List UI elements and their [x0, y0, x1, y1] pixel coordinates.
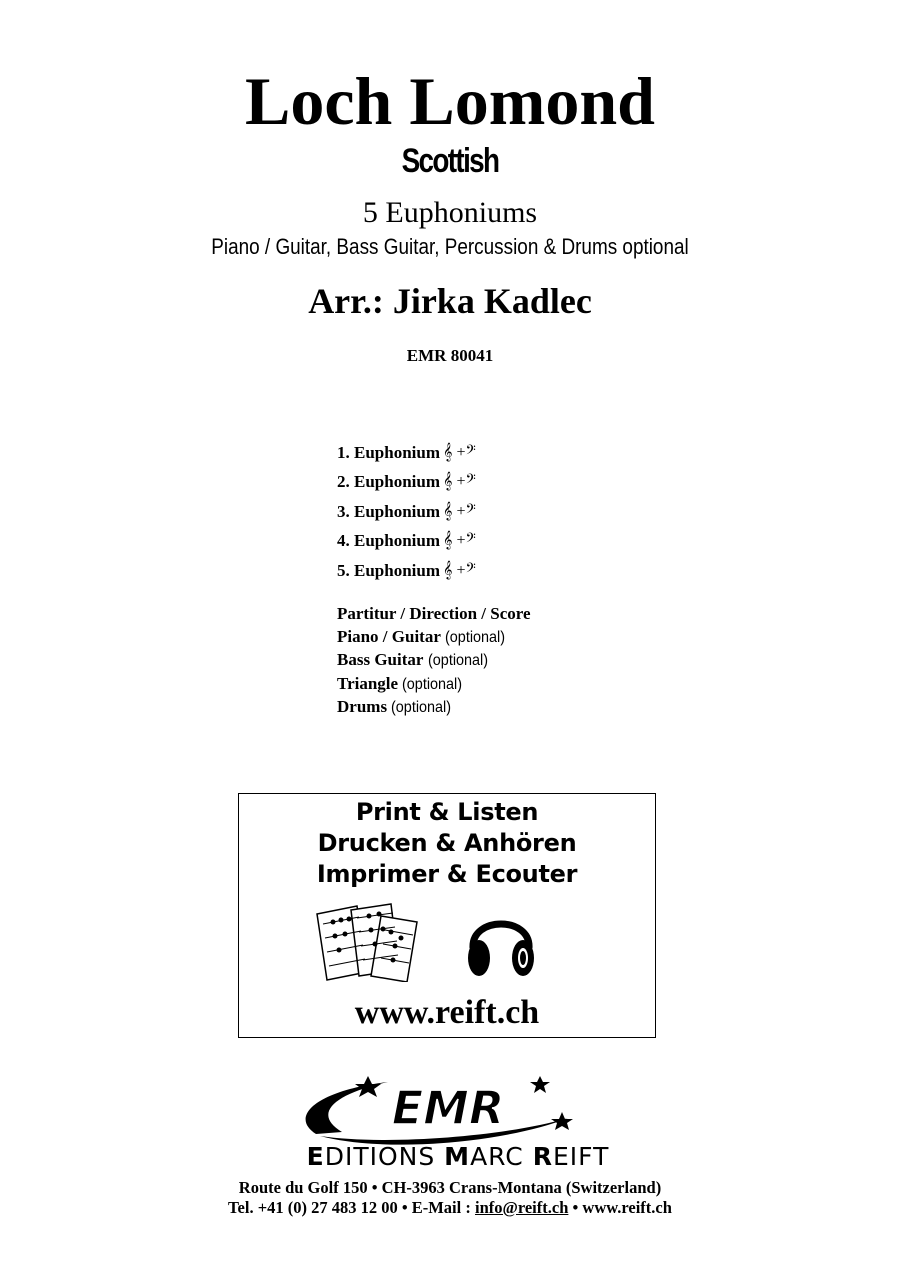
clef-icon: 𝄞 +𝄢 [443, 473, 476, 491]
publisher-initial: E [306, 1142, 325, 1171]
extra-name: Piano / Guitar [337, 626, 441, 646]
promo-line-fr: Imprimer & Ecouter [316, 860, 578, 888]
footer-address: Route du Golf 150 • CH-3963 Crans-Montana (Switzerland) [238, 1178, 662, 1197]
part-item [337, 468, 476, 498]
publisher-initial: R [532, 1142, 553, 1171]
page-title: Loch Lomond [245, 63, 655, 139]
part-item [337, 556, 476, 586]
part-label: 4. Euphonium [337, 531, 440, 551]
promo-line-en: Print & Listen [355, 798, 539, 826]
publisher-word: EIFT [552, 1142, 610, 1171]
clef-icon: 𝄞 +𝄢 [443, 443, 476, 461]
optional-instruments: Piano / Guitar, Bass Guitar, Percussion & Drums optional [211, 234, 689, 259]
emr-logo [238, 1072, 678, 1172]
parts-list [337, 438, 476, 586]
part-label: 1. Euphonium [337, 442, 440, 462]
extra-name: Bass Guitar [337, 650, 424, 669]
clef-icon: 𝄞 +𝄢 [443, 502, 476, 520]
publisher-initial: M [444, 1142, 471, 1171]
footer-contact [0, 1198, 900, 1218]
part-label: 5. Euphonium [337, 560, 440, 580]
contact-suffix: • www.reift.ch [568, 1198, 672, 1217]
part-item [337, 497, 476, 527]
extra-name: Drums [337, 697, 388, 716]
clef-icon: 𝄞 +𝄢 [443, 561, 476, 579]
extra-note: (optional) [391, 699, 452, 716]
promo-url: www.reift.ch [354, 994, 540, 1031]
subtitle: Scottish [401, 142, 499, 180]
clef-icon: 𝄞 +𝄢 [443, 532, 476, 550]
contact-prefix: Tel. +41 (0) 27 483 12 00 • E-Mail : [228, 1198, 475, 1217]
extra-item [337, 603, 531, 626]
instrumentation: 5 Euphoniums [362, 196, 538, 229]
extra-note: (optional) [427, 652, 488, 669]
emr-mark: EMR [391, 1081, 505, 1135]
publisher-word: DITIONS [324, 1142, 436, 1171]
extra-item [337, 649, 531, 673]
email-link[interactable]: info@reift.ch [474, 1198, 569, 1217]
part-item [337, 438, 476, 468]
sheet-music-icon [309, 902, 429, 982]
extra-item [337, 673, 531, 697]
arranger: Arr.: Jirka Kadlec [308, 281, 592, 321]
extra-note: (optional) [402, 675, 463, 693]
part-item [337, 527, 476, 557]
extra-item [337, 626, 531, 650]
publisher-word: ARC [470, 1142, 524, 1171]
extra-item [337, 696, 531, 720]
catalog-number: EMR 80041 [406, 346, 494, 365]
extra-note: (optional) [445, 628, 506, 646]
extra-name: Partitur / Direction / Score [337, 604, 531, 623]
promo-line-de: Drucken & Anhören [317, 829, 577, 857]
part-label: 2. Euphonium [337, 472, 440, 492]
print-listen-box [238, 793, 656, 1038]
publisher-name [238, 1142, 678, 1171]
extra-name: Triangle [337, 673, 399, 693]
headphones-icon [463, 902, 539, 982]
extras-list [337, 603, 531, 720]
part-label: 3. Euphonium [337, 501, 440, 521]
